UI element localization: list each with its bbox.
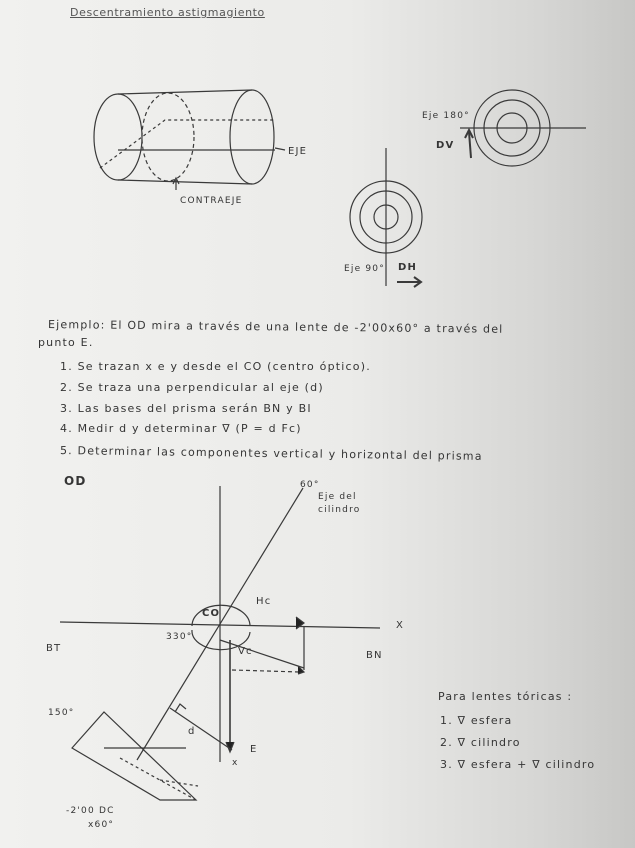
toric-item-2: 2. ∇ cilindro	[440, 736, 521, 749]
example-line-1: Ejemplo: El OD mira a través de una lente de -2'00x60° a través del	[47, 318, 504, 336]
step-2: 2. Se traza una perpendicular al eje (d)	[60, 381, 324, 394]
angle-330-label: 330°	[166, 632, 193, 642]
eye-label: OD	[64, 474, 87, 488]
d-label: d	[188, 726, 196, 737]
e-label: E	[250, 744, 258, 755]
hc-label: Hc	[256, 596, 272, 607]
cylinder-axis-text-1: Eje del	[318, 492, 357, 502]
x-axis-label: X	[396, 620, 405, 631]
cylinder-axis-label: EJE	[288, 146, 308, 157]
cylinder-sketch	[94, 90, 285, 190]
lens-power-label-2: x60°	[88, 820, 115, 830]
lens-dv-axis-label: Eje 180°	[422, 111, 470, 121]
x-small-label: x	[232, 758, 239, 768]
prism-diagram	[60, 486, 380, 800]
cylinder-counter-axis-label: CONTRAEJE	[180, 196, 243, 206]
toric-item-3: 3. ∇ esfera + ∇ cilindro	[440, 758, 596, 771]
lens-dv-side-label: DV	[436, 140, 455, 151]
angle-150-label: 150°	[48, 708, 75, 718]
vc-label: Vc	[238, 646, 253, 657]
bt-label: BT	[46, 643, 62, 654]
toric-heading: Para lentes tóricas :	[438, 690, 573, 703]
bn-label: BN	[366, 650, 383, 661]
co-label: CO	[202, 608, 221, 619]
angle-60-label: 60°	[300, 480, 320, 490]
cylinder-axis-text-2: cilindro	[318, 505, 361, 515]
lens-dh-axis-label: Eje 90°	[344, 264, 385, 274]
step-3: 3. Las bases del prisma serán BN y BI	[60, 402, 312, 415]
lens-power-label-1: -2'00 DC	[66, 806, 115, 816]
page-title: Descentramiento astigmagiento	[70, 6, 265, 19]
lens-dv-sketch	[460, 90, 586, 166]
step-4: 4. Medir d y determinar ∇ (P = d Fc)	[60, 422, 302, 435]
lens-dh-side-label: DH	[398, 262, 418, 273]
example-line-2: punto E.	[38, 336, 94, 349]
step-1: 1. Se trazan x e y desde el CO (centro óptico).	[60, 360, 371, 373]
step-5: 5. Determinar las componentes vertical y horizontal del prisma	[59, 444, 483, 463]
toric-item-1: 1. ∇ esfera	[440, 714, 513, 727]
